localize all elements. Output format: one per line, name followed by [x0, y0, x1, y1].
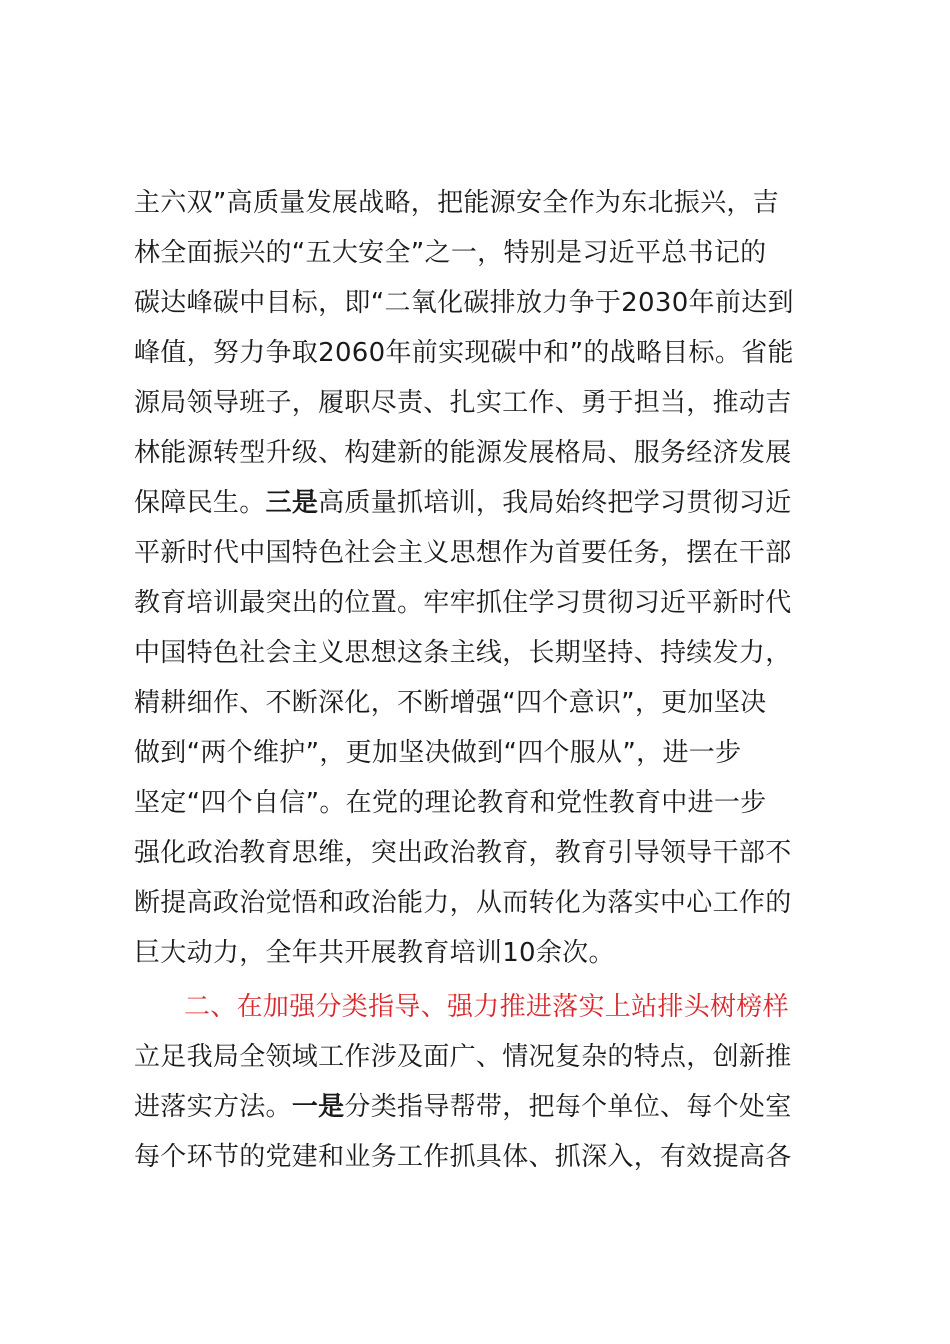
paragraph-line: 每个环节的党建和业务工作抓具体、抓深入，有效提高各 — [134, 1142, 792, 1172]
paragraph-line — [134, 478, 854, 528]
paragraph-line: 主六双”高质量发展战略，把能源安全作为东北振兴，吉 — [134, 188, 779, 218]
paragraph-line: 强化政治教育思维，突出政治教育，教育引导领导干部不 — [134, 838, 792, 868]
paragraph-line: 林能源转型升级、构建新的能源发展格局、服务经济发展 — [134, 438, 792, 468]
paragraph-line: 坚定“四个自信”。在党的理论教育和党性教育中进一步 — [134, 788, 767, 818]
paragraph-line: 精耕细作、不断深化，不断增强“四个意识”，更加坚决 — [134, 688, 767, 718]
line-segment: 进落实方法。 — [134, 1092, 292, 1122]
paragraph-line — [134, 1082, 854, 1132]
paragraph-line: 林全面振兴的“五大安全”之一，特别是习近平总书记的 — [134, 238, 767, 268]
paragraph-line: 断提高政治觉悟和政治能力，从而转化为落实中心工作的 — [134, 888, 792, 918]
document-body — [134, 178, 854, 1182]
paragraph-line: 教育培训最突出的位置。牢牢抓住学习贯彻习近平新时代 — [134, 588, 792, 618]
emphasis-marker: 一是 — [291, 1092, 345, 1122]
line-segment: 分类指导帮带，把每个单位、每个处室 — [344, 1092, 792, 1122]
paragraph-line: 平新时代中国特色社会主义思想作为首要任务，摆在干部 — [134, 538, 792, 568]
paragraph-line: 做到“两个维护”，更加坚决做到“四个服从”，进一步 — [134, 738, 742, 768]
paragraph-line: 中国特色社会主义思想这条主线，长期坚持、持续发力， — [134, 638, 792, 668]
section-heading: 二、在加强分类指导、强力推进落实上站排头树榜样 — [184, 992, 789, 1022]
line-segment: 保障民生。 — [134, 488, 266, 518]
paragraph-line: 巨大动力，全年共开展教育培训10余次。 — [134, 938, 615, 968]
emphasis-marker: 三是 — [265, 488, 319, 518]
paragraph-line: 立足我局全领域工作涉及面广、情况复杂的特点，创新推 — [134, 1042, 792, 1072]
line-segment: 高质量抓培训，我局始终把学习贯彻习近 — [318, 488, 792, 518]
paragraph-line: 碳达峰碳中目标，即“二氧化碳排放力争于2030年前达到 — [134, 288, 794, 318]
paragraph-line: 峰值，努力争取2060年前实现碳中和”的战略目标。省能 — [134, 338, 794, 368]
paragraph-line: 源局领导班子，履职尽责、扎实工作、勇于担当，推动吉 — [134, 388, 792, 418]
